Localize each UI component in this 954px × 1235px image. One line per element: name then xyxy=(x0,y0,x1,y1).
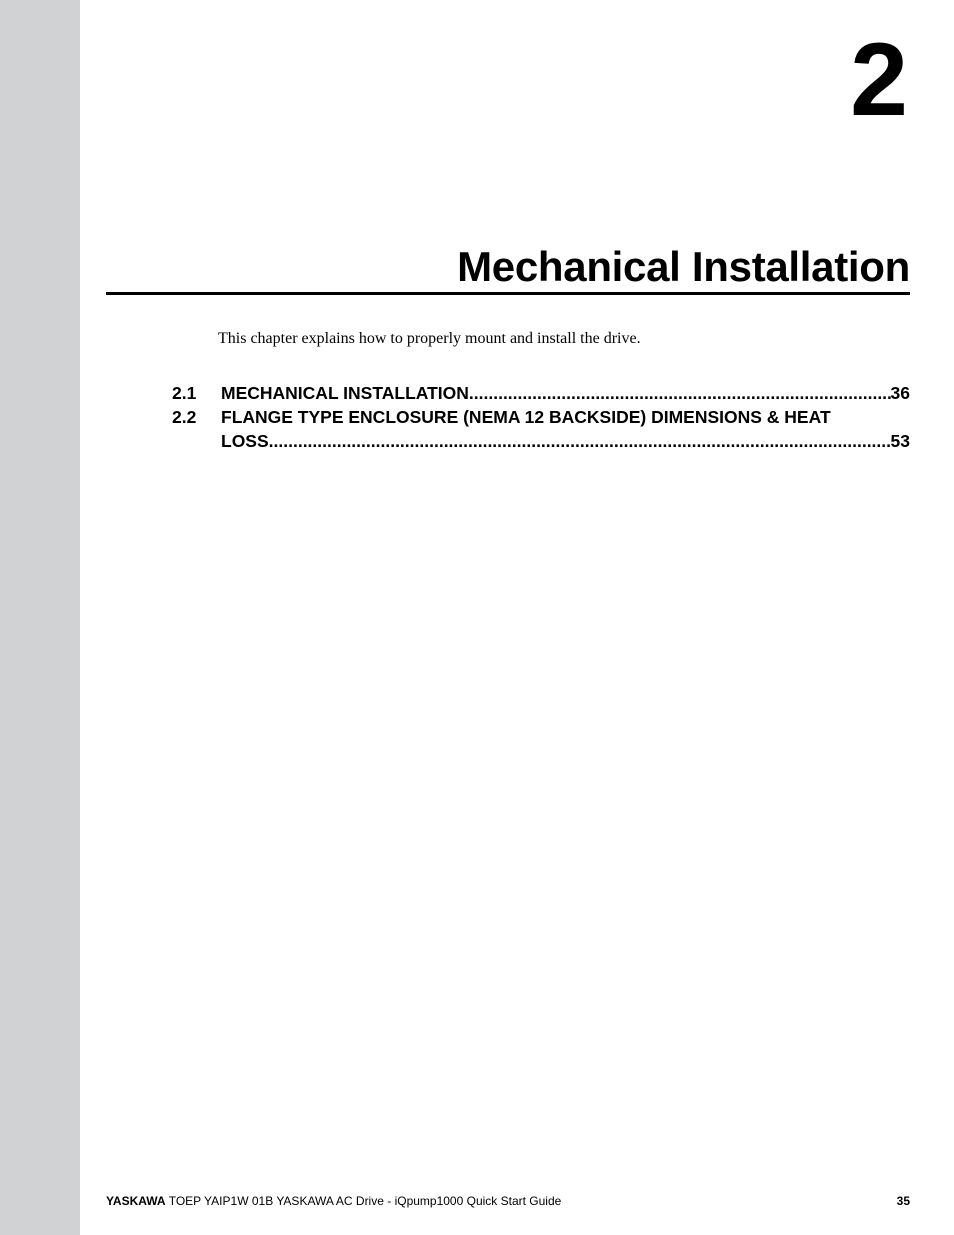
toc-entry-2-2[interactable] xyxy=(172,405,910,453)
chapter-title: Mechanical Installation xyxy=(457,243,910,290)
toc-entry-title: MECHANICAL INSTALLATION xyxy=(221,383,469,403)
title-underline-rule xyxy=(106,292,910,295)
chapter-number: 2 xyxy=(850,22,908,138)
toc-entry-line xyxy=(221,429,910,453)
toc-entry-number: 2.1 xyxy=(172,383,197,403)
footer-document-title: TOEP YAIP1W 01B YASKAWA AC Drive - iQpump1000 Quick Start Guide xyxy=(168,1194,562,1208)
toc-entry-title-continued: LOSS xyxy=(221,431,269,451)
toc-dot-leader xyxy=(469,381,891,405)
footer-page-number: 35 xyxy=(896,1194,910,1208)
toc-entry-number: 2.2 xyxy=(172,407,197,427)
chapter-intro: This chapter explains how to properly mount and install the drive. xyxy=(218,330,641,347)
footer-document xyxy=(106,1194,561,1208)
page-footer xyxy=(106,1194,910,1208)
footer-brand: YASKAWA xyxy=(106,1194,166,1208)
toc-dot-leader xyxy=(269,429,891,453)
table-of-contents xyxy=(172,381,910,453)
toc-entry-2-1[interactable] xyxy=(172,381,910,405)
toc-entry-page: 36 xyxy=(890,383,910,403)
toc-entry-page: 53 xyxy=(890,431,910,451)
toc-entry-title: FLANGE TYPE ENCLOSURE (NEMA 12 BACKSIDE) DIMENSIONS & HEAT xyxy=(221,407,831,427)
toc-entry-line xyxy=(221,405,910,429)
side-margin-band xyxy=(0,0,80,1235)
toc-entry-line xyxy=(221,381,910,405)
